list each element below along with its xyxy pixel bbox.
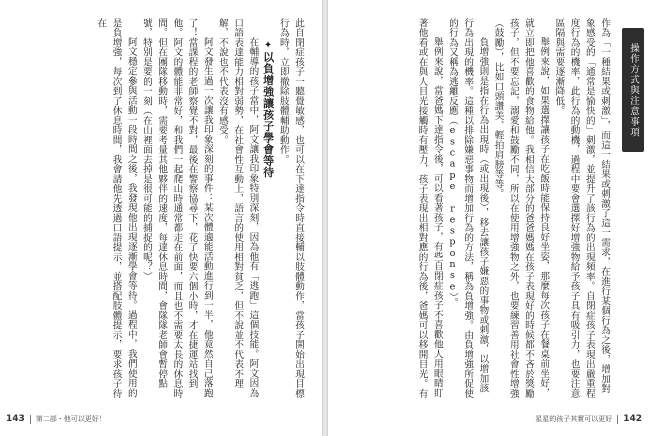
right-page-body: [357, 18, 612, 400]
right-paragraph-3: 負增強則是指在行為出現時（或出現後），移去讓孩子嫌惡的事物或刺激，以增加該行為出現的機率。這種以排除嫌惡事物而增加行為的方法，稱為負增強。由負增強所促使的行為又稱為逃離反應（escape response）。: [446, 18, 489, 399]
left-paragraph-4: 阿文穩定參與活動一段時間之後，我發現他出現逐漸學會等待。過程中，我們使用的是負增強，每次到了休息時間，我會請他先透過口語提示，並搭配肢體提示，要求孩子待在: [95, 18, 137, 399]
right-paragraph-2: 舉例來說，如果選擇讓孩子在吃飯時能保持良好坐姿，那麼每次孩子在餐桌前坐好，就立即把他喜歡的食物給他。我相信大部分的爸爸媽媽在孩子表現好的時候都不吝於獎勵孩子，但不要忘記，溺愛和鼓勵不同，所以在使用增強物之外，也要練習善用社會性增強（鼓勵），比如口頭讚美、輕拍肩膀等等。: [492, 18, 550, 399]
left-page-body: [16, 18, 306, 400]
chapter-title: 第二部・他可以更好！: [35, 415, 106, 423]
left-footer: [6, 412, 106, 426]
star-icon: ✦: [262, 40, 274, 52]
footer-divider: [617, 415, 618, 424]
right-paragraph-4: 舉例來說，當爸媽下達指令後，可以看著孩子，有些自閉症孩子不喜歡他人用眼睛盯著他看或在與人目光接觸時有壓力，孩子表現出相對應的行為後，爸媽可以移開目光。有: [416, 18, 443, 399]
right-page: [328, 0, 650, 436]
book-title: 星星的孩子其實可以更好: [535, 415, 613, 423]
left-paragraph-3: 阿文發生過一次讓我印象深刻的事件：某次體適能活動進行到一半，他竟然自己落跑了！當課程的老師察覺不對，最後在警察協尋下，花了快要六個小時，才在捷運站找到他。阿文的體能非常好，和我們一起爬山時通常都走在前面，而且也不需要太長的休息時間。但在團隊移動時，需要考量其他夥伴的速度，每達休息時間，會隊隊老師會暫停點號，特別是要的一刻（在山裡面去掉是很可能的捕捉的呢？）: [140, 18, 213, 399]
section-heading: [260, 18, 275, 400]
right-footer: [535, 412, 642, 426]
left-page: [0, 0, 322, 436]
left-paragraph-1: 此自閉症孩子一聽覺敏感，也可以在下達指令時直接輔以肢體動作，當孩子開始出現目標行為時，立即撤除肢體輔助動作。: [277, 18, 304, 399]
chapter-tab: 操作方式與注意事項: [622, 28, 644, 152]
left-page-number: 143: [6, 414, 25, 424]
right-page-number: 142: [623, 414, 642, 424]
section-heading-text: 以負增強讓孩子學會等待: [261, 51, 275, 178]
right-paragraph-1: 作為「一種結果或刺激」，而這一結果或刺激了這一需求，在進行某個行為之後，增加對象感受的「通常是愉快的」刺激，並提升了該行為的出現頻率。自閉症孩子表現出嚴重程度行為的機率，此行為的動機，過程中要會選擇好增強物給予孩子具有吸引力，也要注意區隔與需要逐漸降低。: [553, 18, 610, 399]
left-paragraph-2: 在輔導的孩子當中，阿文讓我印象特別深刻，因為他有「逃跑」這個技能。阿文因為口語表達能力相對弱勢，在社會性互動上，語言的使用相對貧乏，但不說並不代表不理解，不說也不代表沒有感受。: [216, 18, 259, 398]
footer-divider: [30, 415, 31, 424]
